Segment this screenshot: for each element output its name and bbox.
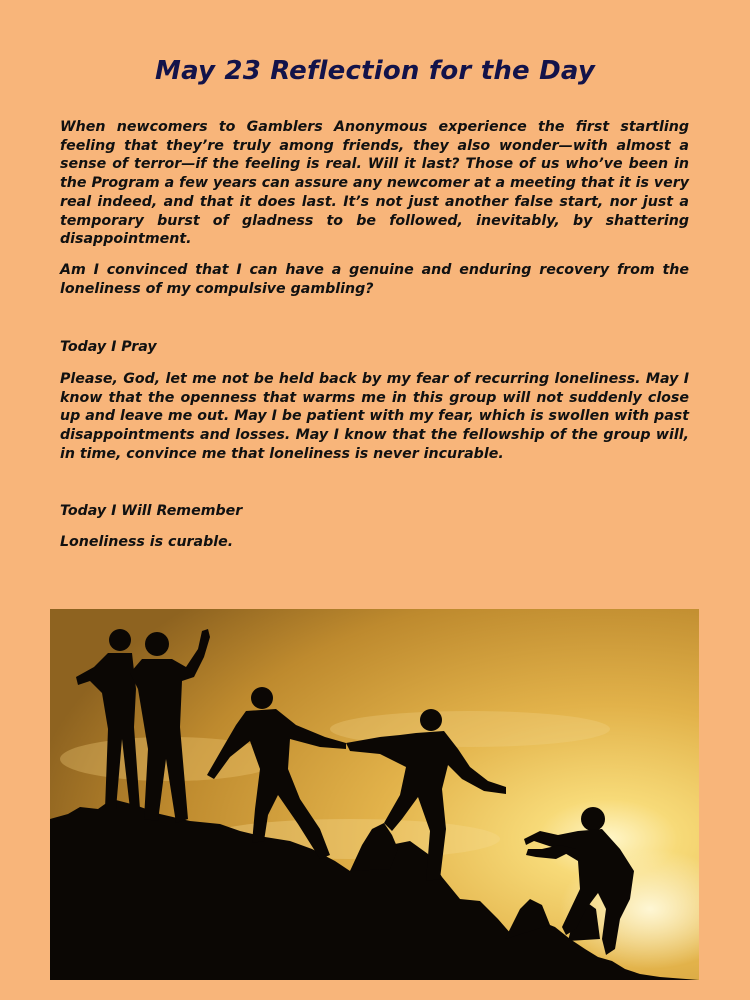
person-5 <box>581 807 605 831</box>
page-title: May 23 Reflection for the Day <box>155 56 595 86</box>
reflection-paragraph: When newcomers to Gamblers Anonymous experience the first startling feeling that they’re truly among friends, they also wonder—with almost a sense of terror—if the feeling is real. Will it last? Those of us who’ve been in the Program a few years can assure any newcomer at a meeting that it is very real indeed, and that it does last. It’s not just another false start, nor just a temporary burst of gladness to be followed, inevitably, by shattering disappointment. <box>60 119 689 248</box>
pray-heading: Today I Pray <box>60 339 157 355</box>
person-4 <box>420 709 442 731</box>
reflection-question: Am I convinced that I can have a genuine and enduring recovery from the loneliness of my compulsive gambling? <box>60 262 689 297</box>
silhouette-photo <box>50 609 699 980</box>
remember-heading: Today I Will Remember <box>60 503 243 519</box>
climbers-illustration <box>50 609 699 980</box>
person-1 <box>109 629 131 651</box>
person-2 <box>145 632 169 656</box>
person-3 <box>251 687 273 709</box>
pray-text: Please, God, let me not be held back by my fear of recurring loneliness. May I know that the openness that warms me in this group will not suddenly close up and leave me out. May I be patient with my fear, which is swollen with past disappointments and losses. May I know that the fellowship of the group will, in time, convince me that loneliness is never incurable. <box>60 371 689 462</box>
remember-text: Loneliness is curable. <box>60 534 234 550</box>
